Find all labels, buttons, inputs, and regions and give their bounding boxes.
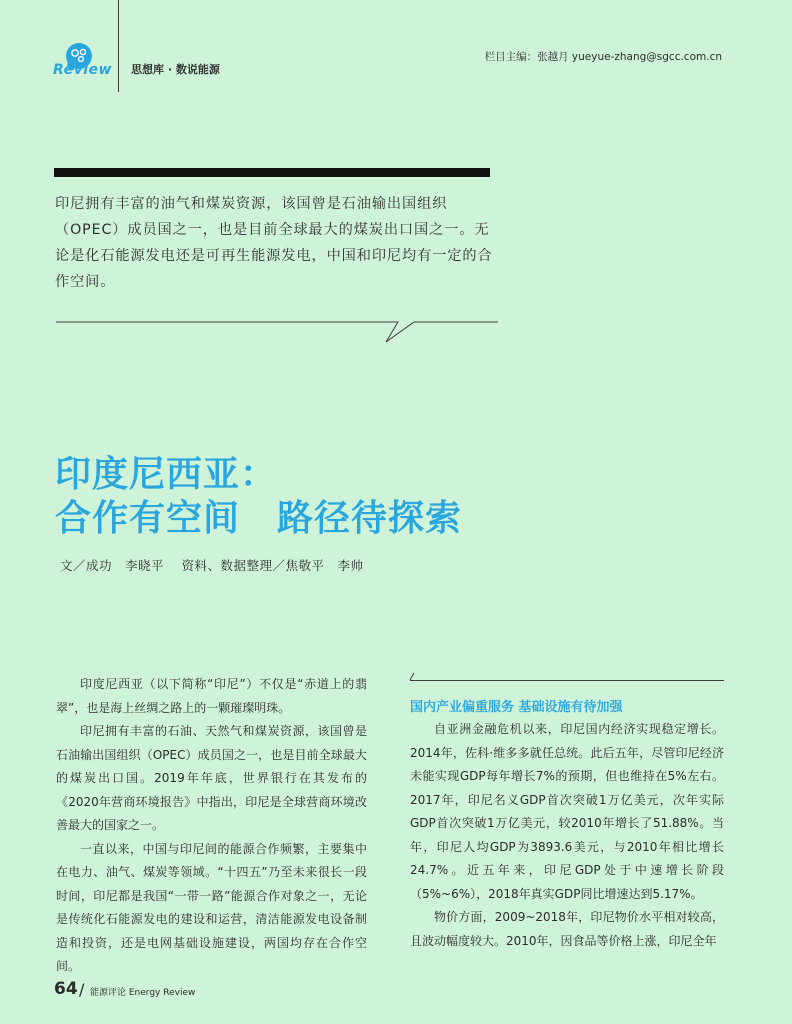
body-paragraph: 印度尼西亚（以下简称“印尼”）不仅是“赤道上的翡翠”，也是海上丝绸之路上的一颗璀璨明珠。: [56, 677, 367, 715]
section-label: 思想库 · 数说能源: [131, 63, 220, 76]
speech-bubble-divider: [56, 316, 498, 346]
article-title: [55, 453, 462, 541]
title-line-2: 合作有空间 路径待探索: [55, 498, 463, 539]
publication-name: 能源评论 Energy Review: [90, 988, 196, 998]
title-line-1: 印度尼西亚：: [55, 454, 278, 495]
section-subheading: 国内产业偏重服务 基础设施有待加强: [410, 700, 623, 715]
footer-slash: /: [79, 980, 85, 999]
column-editor: 栏目主编：张越月 yueyue-zhang@sgcc.com.cn: [484, 51, 722, 63]
body-paragraph: 一直以来，中国与印尼间的能源合作频繁，主要集中在电力、油气、煤炭等领域。“十四五”乃至未来很长一段时间，印尼都是我国“一带一路”能源合作对象之一，无论是传统化石能源发电的建设和运营，清洁能源发电设备制造和投资，还是电网基础设施建设，两国均存在合作空间。: [56, 841, 367, 973]
body-paragraph: 自亚洲金融危机以来，印尼国内经济实现稳定增长。2014年，佐科·维多多就任总统。此后五年，尽管印尼经济未能实现GDP每年增长7%的预期，但也维持在5%左右。2017年，印尼名义GDP首次突破1万亿美元，次年实际GDP首次突破1万亿美元，较2010年增长了51.88%。当年，印尼人均GDP为3893.6美元，与2010年相比增长24.7%。近五年来，印尼GDP处于中速增长阶段（5%~6%），2018年真实GDP同比增速达到5.17%。: [410, 722, 724, 901]
abstract-top-bar: [54, 168, 490, 177]
body-paragraph: 印尼拥有丰富的石油、天然气和煤炭资源，该国曾是石油输出国组织（OPEC）成员国之一，也是目前全球最大的煤炭出口国。2019年年底，世界银行在其发布的《2020年营商环境报告》中指出，印尼是全球营商环境改善最大的国家之一。: [56, 724, 367, 832]
body-paragraph: 物价方面，2009~2018年，印尼物价水平相对较高，且波动幅度较大。2010年，因食品等价格上涨，印尼全年: [410, 910, 724, 948]
logo-wordmark: Review: [53, 62, 112, 78]
abstract-text: 印尼拥有丰富的油气和煤炭资源，该国曾是石油输出国组织（OPEC）成员国之一，也是目前全球最大的煤炭出口国之一。无论是化石能源发电还是可再生能源发电，中国和印尼均有一定的合作空间。: [55, 196, 493, 290]
rule-tick-mark: [408, 672, 418, 686]
page-number: 64: [54, 979, 78, 999]
subheading-rule: [410, 680, 724, 681]
author-byline: 文／成功 李晓平 资料、数据整理／焦敬平 李帅: [60, 558, 364, 573]
header-divider: [118, 0, 119, 92]
left-column: [56, 673, 367, 979]
right-column: [410, 718, 724, 953]
